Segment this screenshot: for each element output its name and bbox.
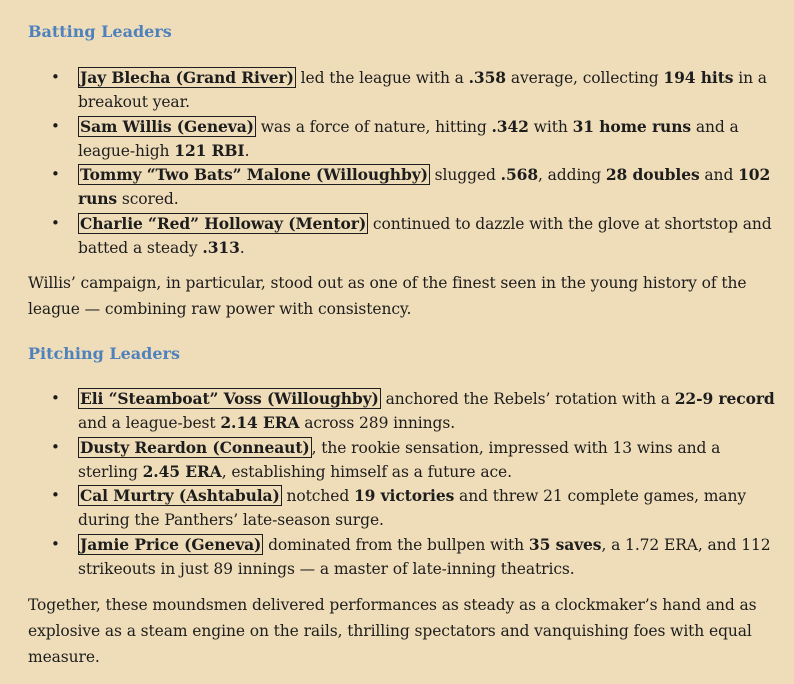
player-name: Jay Blecha (Grand River) xyxy=(80,68,294,87)
player-name: Charlie “Red” Holloway (Mentor) xyxy=(80,213,367,233)
pitching-leaders-list xyxy=(28,387,778,581)
batting-summary-paragraph: Willis’ campaign, in particular, stood out as one of the finest seen in the young history of the league — combining raw power with consistency. xyxy=(28,274,747,318)
player-name: Dusty Reardon (Conneaut) xyxy=(80,437,310,457)
player-name: Sam Willis (Geneva) xyxy=(80,116,254,136)
pitching-summary-paragraph: Together, these moundsmen delivered performances as steady as a clockmaker’s hand and as explosive as a steam engine on the rails, thrilling spectators and vanquishing foes with equal measure. xyxy=(28,596,757,666)
list-item: • Cal Murtry (Ashtabula) notched 19 victories and threw 21 complete games, many during the Panthers’ late-season surge. xyxy=(28,484,778,533)
list-item: • Jay Blecha (Grand River) led the league with a .358 average, collecting 194 hits in a breakout year. xyxy=(28,66,778,115)
list-item: • Eli “Steamboat” Voss (Willoughby) anchored the Rebels’ rotation with a 22-9 record and a league-best 2.14 ERA across 289 innings. xyxy=(28,387,778,436)
list-item: • Jamie Price (Geneva) dominated from the bullpen with 35 saves, a 1.72 ERA, and 112 strikeouts in just 89 innings — a master of late-inning theatrics. xyxy=(28,533,778,582)
player-name: Eli “Steamboat” Voss (Willoughby) xyxy=(80,389,379,408)
player-name: Tommy “Two Bats” Malone (Willoughby) xyxy=(80,165,428,185)
player-name: Cal Murtry (Ashtabula) xyxy=(80,486,280,506)
list-item: • Tommy “Two Bats” Malone (Willoughby) slugged .568, adding 28 doubles and 102 runs scored. xyxy=(28,163,778,212)
batting-leaders-list xyxy=(28,66,778,260)
list-item: • Charlie “Red” Holloway (Mentor) continued to dazzle with the glove at shortstop and batted a steady .313. xyxy=(28,212,778,261)
list-item: • Dusty Reardon (Conneaut) , the rookie sensation, impressed with 13 wins and a sterling 2.45 ERA, establishing himself as a future ace. xyxy=(28,436,778,485)
player-name: Jamie Price (Geneva) xyxy=(80,534,262,554)
pitching-leaders-heading: Pitching Leaders xyxy=(28,344,180,363)
batting-leaders-heading: Batting Leaders xyxy=(28,22,172,41)
list-item: • Sam Willis (Geneva) was a force of nature, hitting .342 with 31 home runs and a league-high 121 RBI. xyxy=(28,115,778,164)
